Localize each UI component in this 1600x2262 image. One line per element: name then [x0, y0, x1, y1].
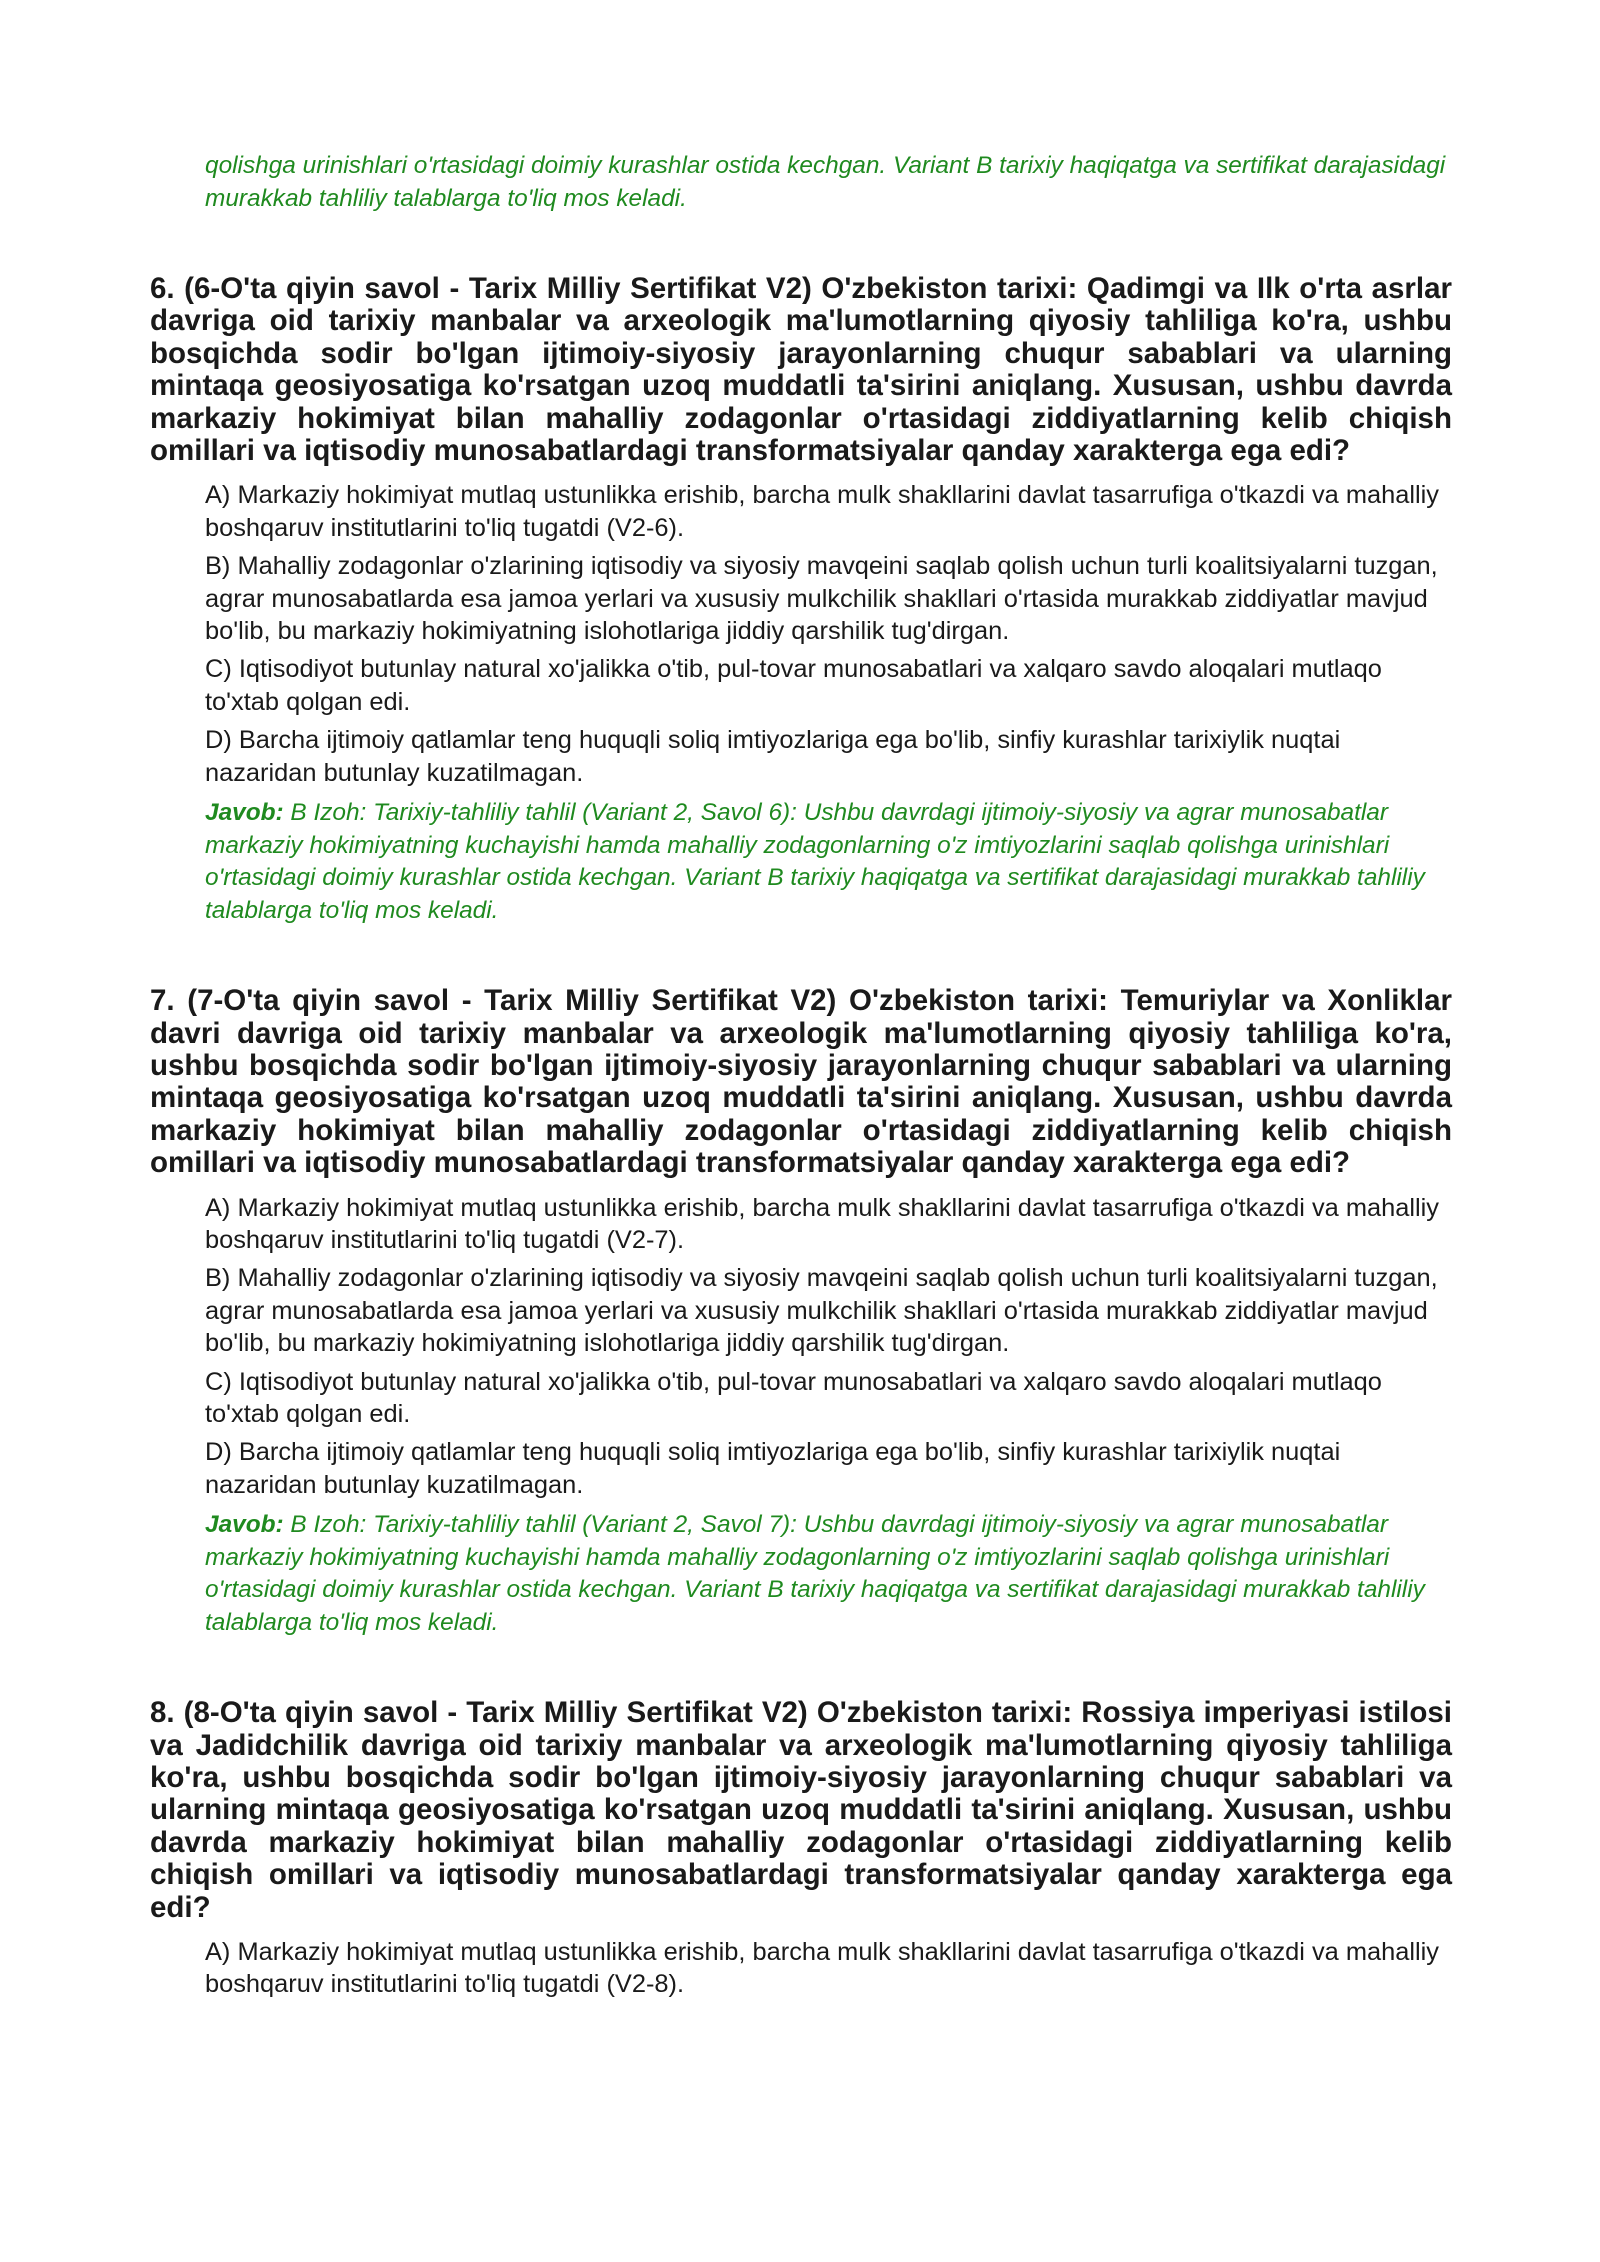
options-list	[205, 1936, 1452, 2001]
option-d: D) Barcha ijtimoiy qatlamlar teng huquqli soliq imtiyozlariga ega bo'lib, sinfiy kurashlar tarixiylik nuqtai nazaridan butunlay kuzatilmagan.	[205, 1438, 1341, 1499]
answer-explanation-7	[205, 1509, 1452, 1639]
answer-explanation-tail: qolishga urinishlari o'rtasidagi doimiy kurashlar ostida kechgan. Variant B tarixiy haqiqatga va sertifikat darajasidagi murakkab tahliliy talablarga to'liq mos keladi.	[205, 152, 1446, 212]
option-c: C) Iqtisodiyot butunlay natural xo'jalikka o'tib, pul-tovar munosabatlari va xalqaro savdo aloqalari mutlaqo to'xtab qolgan edi.	[205, 1367, 1382, 1428]
option-a: A) Markaziy hokimiyat mutlaq ustunlikka erishib, barcha mulk shakllarini davlat tasarrufiga o'tkazdi va mahalliy boshqaruv institutlarini to'liq tugatdi (V2-6).	[205, 481, 1439, 542]
option-b: B) Mahalliy zodagonlar o'zlarining iqtisodiy va siyosiy mavqeini saqlab qolish uchun turli koalitsiyalarni tuzgan, agrar munosabatlarda esa jamoa yerlari va xususiy mulkchilik shakllari o'rtasida murakkab ziddiyatlar mavjud bo'lib, bu markaziy hokimiyatning islohotlariga jiddiy qarshilik tug'dirgan.	[205, 1264, 1438, 1358]
answer-explanation-6	[205, 797, 1452, 927]
option-c: C) Iqtisodiyot butunlay natural xo'jalikka o'tib, pul-tovar munosabatlari va xalqaro savdo aloqalari mutlaqo to'xtab qolgan edi.	[205, 655, 1382, 716]
options-list	[205, 479, 1452, 789]
answer-text: B Izoh: Tarixiy-tahliliy tahlil (Variant 2, Savol 6): Ushbu davrdagi ijtimoiy-siyosiy va agrar munosabatlar markaziy hokimiyatning kuchayishi hamda mahalliy zodagonlarning o'z imtiyozlarini saqlab qolishga urinishlari o'rtasidagi doimiy kurashlar ostida kechgan. Variant B tarixiy haqiqatga va sertifikat darajasidagi murakkab tahliliy talablarga to'liq mos keladi.	[205, 799, 1425, 924]
options-list	[205, 1192, 1452, 1502]
document-page	[150, 150, 1452, 2007]
option-b: B) Mahalliy zodagonlar o'zlarining iqtisodiy va siyosiy mavqeini saqlab qolish uchun turli koalitsiyalarni tuzgan, agrar munosabatlarda esa jamoa yerlari va xususiy mulkchilik shakllari o'rtasida murakkab ziddiyatlar mavjud bo'lib, bu markaziy hokimiyatning islohotlariga jiddiy qarshilik tug'dirgan.	[205, 552, 1438, 646]
answer-text: B Izoh: Tarixiy-tahliliy tahlil (Variant 2, Savol 7): Ushbu davrdagi ijtimoiy-siyosiy va agrar munosabatlar markaziy hokimiyatning kuchayishi hamda mahalliy zodagonlarning o'z imtiyozlarini saqlab qolishga urinishlari o'rtasidagi doimiy kurashlar ostida kechgan. Variant B tarixiy haqiqatga va sertifikat darajasidagi murakkab tahliliy talablarga to'liq mos keladi.	[205, 1511, 1425, 1636]
question-block-8	[150, 1697, 1452, 2001]
question-block-7	[150, 985, 1452, 1501]
question-text: 6. (6-O'ta qiyin savol - Tarix Milliy Sertifikat V2) O'zbekiston tarixi: Qadimgi va Ilk o'rta asrlar davriga oid tarixiy manbalar va arxeologik ma'lumotlarning qiyosiy tahliliga ko'ra, ushbu bosqichda sodir bo'lgan ijtimoiy-siyosiy jarayonlarning chuqur sabablari va ularning mintaqa geosiyosatiga ko'rsatgan uzoq muddatli ta'sirini aniqlang. Xususan, ushbu davrda markaziy hokimiyat bilan mahalliy zodagonlar o'rtasidagi ziddiyatlarning kelib chiqish omillari va iqtisodiy munosabatlardagi transformatsiyalar qanday xarakterga ega edi?	[150, 272, 1452, 468]
option-a: A) Markaziy hokimiyat mutlaq ustunlikka erishib, barcha mulk shakllarini davlat tasarrufiga o'tkazdi va mahalliy boshqaruv institutlarini to'liq tugatdi (V2-7).	[205, 1193, 1439, 1254]
answer-lead: Javob:	[205, 799, 284, 827]
option-a: A) Markaziy hokimiyat mutlaq ustunlikka erishib, barcha mulk shakllarini davlat tasarrufiga o'tkazdi va mahalliy boshqaruv institutlarini to'liq tugatdi (V2-8).	[205, 1938, 1439, 1999]
question-block-6	[150, 273, 1452, 789]
option-d: D) Barcha ijtimoiy qatlamlar teng huquqli soliq imtiyozlariga ega bo'lib, sinfiy kurashlar tarixiylik nuqtai nazaridan butunlay kuzatilmagan.	[205, 726, 1341, 787]
question-text: 8. (8-O'ta qiyin savol - Tarix Milliy Sertifikat V2) O'zbekiston tarixi: Rossiya imperiyasi istilosi va Jadidchilik davriga oid tarixiy manbalar va arxeologik ma'lumotlarning qiyosiy tahliliga ko'ra, ushbu bosqichda sodir bo'lgan ijtimoiy-siyosiy jarayonlarning chuqur sabablari va ularning mintaqa geosiyosatiga ko'rsatgan uzoq muddatli ta'sirini aniqlang. Xususan, ushbu davrda markaziy hokimiyat bilan mahalliy zodagonlar o'rtasidagi ziddiyatlarning kelib chiqish omillari va iqtisodiy munosabatlardagi transformatsiyalar qanday xarakterga ega edi?	[150, 1696, 1452, 1924]
question-text: 7. (7-O'ta qiyin savol - Tarix Milliy Sertifikat V2) O'zbekiston tarixi: Temuriylar va Xonliklar davri davriga oid tarixiy manbalar va arxeologik ma'lumotlarning qiyosiy tahliliga ko'ra, ushbu bosqichda sodir bo'lgan ijtimoiy-siyosiy jarayonlarning chuqur sabablari va ularning mintaqa geosiyosatiga ko'rsatgan uzoq muddatli ta'sirini aniqlang. Xususan, ushbu davrda markaziy hokimiyat bilan mahalliy zodagonlar o'rtasidagi ziddiyatlarning kelib chiqish omillari va iqtisodiy munosabatlardagi transformatsiyalar qanday xarakterga ega edi?	[150, 984, 1452, 1180]
answer-lead: Javob:	[205, 1511, 284, 1539]
